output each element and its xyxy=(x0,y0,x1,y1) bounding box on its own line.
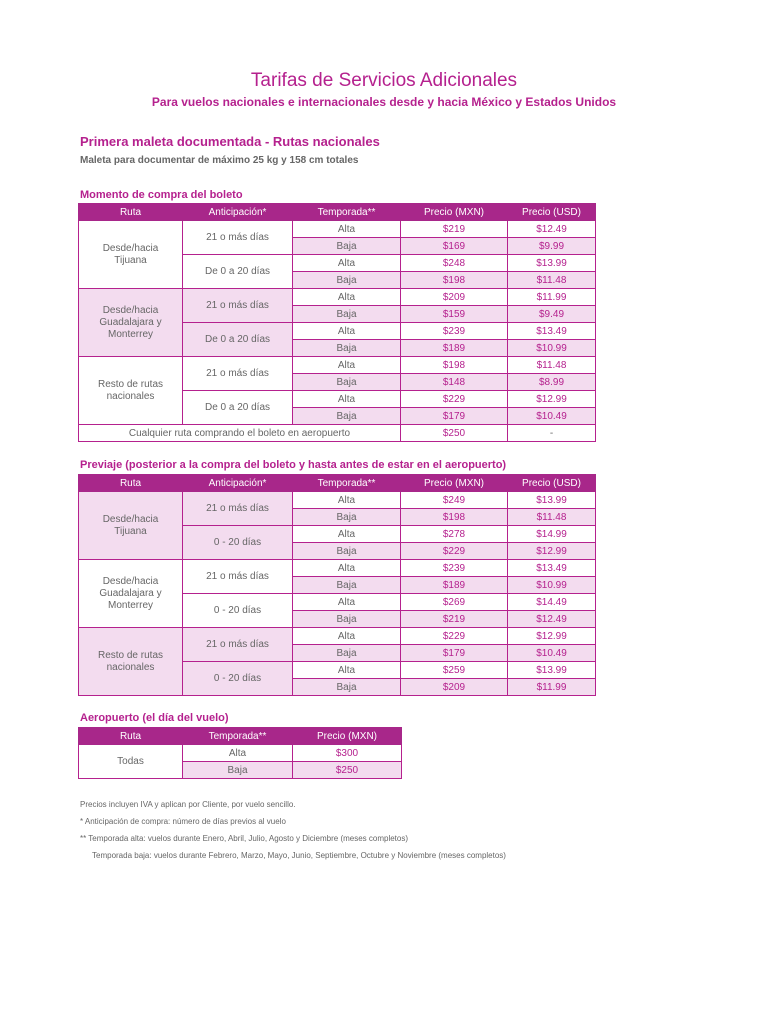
price-usd-cell: $13.99 xyxy=(508,255,596,272)
price-mxn-cell: $159 xyxy=(401,306,508,323)
season-cell: Baja xyxy=(183,762,293,779)
footer-label-cell: Cualquier ruta comprando el boleto en aeropuerto xyxy=(79,425,401,442)
column-header: Precio (MXN) xyxy=(293,728,402,745)
anticipation-cell: 21 o más días xyxy=(183,492,293,526)
price-mxn-cell: $249 xyxy=(401,492,508,509)
season-cell: Baja xyxy=(293,238,401,255)
column-header: Anticipación* xyxy=(183,475,293,492)
purchase-price-table xyxy=(78,203,596,442)
price-mxn-cell: $229 xyxy=(401,543,508,560)
page-subtitle: Para vuelos nacionales e internacionales desde y hacia México y Estados Unidos xyxy=(151,95,617,109)
price-mxn-cell: $148 xyxy=(401,374,508,391)
anticipation-cell: 0 - 20 días xyxy=(183,526,293,560)
column-header: Temporada** xyxy=(293,475,401,492)
price-mxn-cell: $250 xyxy=(401,425,508,442)
season-cell: Baja xyxy=(293,340,401,357)
footnote: * Anticipación de compra: número de días previos al vuelo xyxy=(80,817,286,826)
season-cell: Baja xyxy=(293,272,401,289)
airport-price-table xyxy=(78,727,402,779)
price-usd-cell: $14.99 xyxy=(508,526,596,543)
price-usd-cell: - xyxy=(508,425,596,442)
season-cell: Alta xyxy=(293,662,401,679)
table-row xyxy=(79,289,596,306)
season-cell: Alta xyxy=(293,560,401,577)
season-cell: Alta xyxy=(293,323,401,340)
anticipation-cell: 0 - 20 días xyxy=(183,594,293,628)
price-mxn-cell: $219 xyxy=(401,611,508,628)
season-cell: Baja xyxy=(293,374,401,391)
footnote: Temporada baja: vuelos durante Febrero, Marzo, Mayo, Junio, Septiembre, Octubre y Noviembre (meses completos) xyxy=(92,851,506,860)
price-usd-cell: $12.99 xyxy=(508,391,596,408)
anticipation-cell: 0 - 20 días xyxy=(183,662,293,696)
price-mxn-cell: $248 xyxy=(401,255,508,272)
season-cell: Baja xyxy=(293,611,401,628)
route-cell: Desde/hacia Tijuana xyxy=(79,221,183,289)
price-usd-cell: $11.99 xyxy=(508,679,596,696)
season-cell: Baja xyxy=(293,577,401,594)
price-mxn-cell: $179 xyxy=(401,408,508,425)
season-cell: Alta xyxy=(293,526,401,543)
column-header: Precio (USD) xyxy=(508,204,596,221)
footnotes xyxy=(80,798,506,866)
price-usd-cell: $11.48 xyxy=(508,357,596,374)
price-usd-cell: $11.48 xyxy=(508,272,596,289)
price-mxn-cell: $278 xyxy=(401,526,508,543)
anticipation-cell: De 0 a 20 días xyxy=(183,323,293,357)
price-mxn-cell: $269 xyxy=(401,594,508,611)
season-cell: Baja xyxy=(293,679,401,696)
route-cell: Todas xyxy=(79,745,183,779)
column-header: Precio (MXN) xyxy=(401,475,508,492)
footnote: Precios incluyen IVA y aplican por Cliente, por vuelo sencillo. xyxy=(80,800,296,809)
table-row xyxy=(79,560,596,577)
table2-caption: Previaje (posterior a la compra del boleto y hasta antes de estar en el aeropuerto) xyxy=(80,459,507,471)
season-cell: Baja xyxy=(293,543,401,560)
price-mxn-cell: $209 xyxy=(401,679,508,696)
season-cell: Alta xyxy=(293,391,401,408)
price-mxn-cell: $198 xyxy=(401,509,508,526)
table-row xyxy=(79,745,402,762)
price-usd-cell: $10.99 xyxy=(508,577,596,594)
route-cell: Desde/hacia Tijuana xyxy=(79,492,183,560)
section-title: Primera maleta documentada - Rutas nacionales xyxy=(80,134,380,149)
price-usd-cell: $11.99 xyxy=(508,289,596,306)
price-usd-cell: $12.99 xyxy=(508,628,596,645)
price-mxn-cell: $239 xyxy=(401,323,508,340)
price-usd-cell: $14.49 xyxy=(508,594,596,611)
season-cell: Baja xyxy=(293,408,401,425)
price-mxn-cell: $169 xyxy=(401,238,508,255)
page-title: Tarifas de Servicios Adicionales xyxy=(250,70,518,91)
column-header: Precio (MXN) xyxy=(401,204,508,221)
price-usd-cell: $13.49 xyxy=(508,560,596,577)
price-usd-cell: $12.99 xyxy=(508,543,596,560)
table-row xyxy=(79,221,596,238)
column-header: Ruta xyxy=(79,204,183,221)
column-header: Anticipación* xyxy=(183,204,293,221)
price-usd-cell: $13.99 xyxy=(508,492,596,509)
anticipation-cell: 21 o más días xyxy=(183,289,293,323)
route-cell: Desde/hacia Guadalajara y Monterrey xyxy=(79,289,183,357)
price-mxn-cell: $189 xyxy=(401,577,508,594)
anticipation-cell: De 0 a 20 días xyxy=(183,255,293,289)
anticipation-cell: 21 o más días xyxy=(183,221,293,255)
season-cell: Alta xyxy=(183,745,293,762)
table3-caption: Aeropuerto (el día del vuelo) xyxy=(80,712,229,724)
season-cell: Alta xyxy=(293,289,401,306)
price-mxn-cell: $250 xyxy=(293,762,402,779)
price-usd-cell: $10.99 xyxy=(508,340,596,357)
anticipation-cell: 21 o más días xyxy=(183,628,293,662)
anticipation-cell: 21 o más días xyxy=(183,560,293,594)
price-mxn-cell: $179 xyxy=(401,645,508,662)
season-cell: Alta xyxy=(293,628,401,645)
price-mxn-cell: $239 xyxy=(401,560,508,577)
footnote: ** Temporada alta: vuelos durante Enero, Abril, Julio, Agosto y Diciembre (meses completos) xyxy=(80,834,409,843)
price-usd-cell: $10.49 xyxy=(508,645,596,662)
price-usd-cell: $13.49 xyxy=(508,323,596,340)
season-cell: Baja xyxy=(293,645,401,662)
column-header: Ruta xyxy=(79,728,183,745)
route-cell: Resto de rutas nacionales xyxy=(79,357,183,425)
season-cell: Alta xyxy=(293,255,401,272)
price-usd-cell: $13.99 xyxy=(508,662,596,679)
price-mxn-cell: $219 xyxy=(401,221,508,238)
price-mxn-cell: $229 xyxy=(401,628,508,645)
season-cell: Baja xyxy=(293,509,401,526)
season-cell: Alta xyxy=(293,594,401,611)
price-usd-cell: $12.49 xyxy=(508,611,596,628)
price-usd-cell: $11.48 xyxy=(508,509,596,526)
price-mxn-cell: $198 xyxy=(401,272,508,289)
route-cell: Desde/hacia Guadalajara y Monterrey xyxy=(79,560,183,628)
price-usd-cell: $9.49 xyxy=(508,306,596,323)
column-header: Temporada** xyxy=(293,204,401,221)
price-mxn-cell: $189 xyxy=(401,340,508,357)
price-mxn-cell: $229 xyxy=(401,391,508,408)
price-mxn-cell: $209 xyxy=(401,289,508,306)
section-note: Maleta para documentar de máximo 25 kg y 158 cm totales xyxy=(80,155,359,166)
anticipation-cell: 21 o más días xyxy=(183,357,293,391)
prejourney-price-table xyxy=(78,474,596,696)
column-header: Temporada** xyxy=(183,728,293,745)
price-usd-cell: $10.49 xyxy=(508,408,596,425)
column-header: Precio (USD) xyxy=(508,475,596,492)
season-cell: Baja xyxy=(293,306,401,323)
table-row xyxy=(79,492,596,509)
anticipation-cell: De 0 a 20 días xyxy=(183,391,293,425)
price-mxn-cell: $198 xyxy=(401,357,508,374)
season-cell: Alta xyxy=(293,357,401,374)
price-usd-cell: $9.99 xyxy=(508,238,596,255)
table1-caption: Momento de compra del boleto xyxy=(80,189,243,201)
table-row xyxy=(79,357,596,374)
season-cell: Alta xyxy=(293,221,401,238)
table-row xyxy=(79,425,596,442)
price-usd-cell: $12.49 xyxy=(508,221,596,238)
table-row xyxy=(79,628,596,645)
season-cell: Alta xyxy=(293,492,401,509)
price-mxn-cell: $300 xyxy=(293,745,402,762)
route-cell: Resto de rutas nacionales xyxy=(79,628,183,696)
column-header: Ruta xyxy=(79,475,183,492)
price-usd-cell: $8.99 xyxy=(508,374,596,391)
price-mxn-cell: $259 xyxy=(401,662,508,679)
